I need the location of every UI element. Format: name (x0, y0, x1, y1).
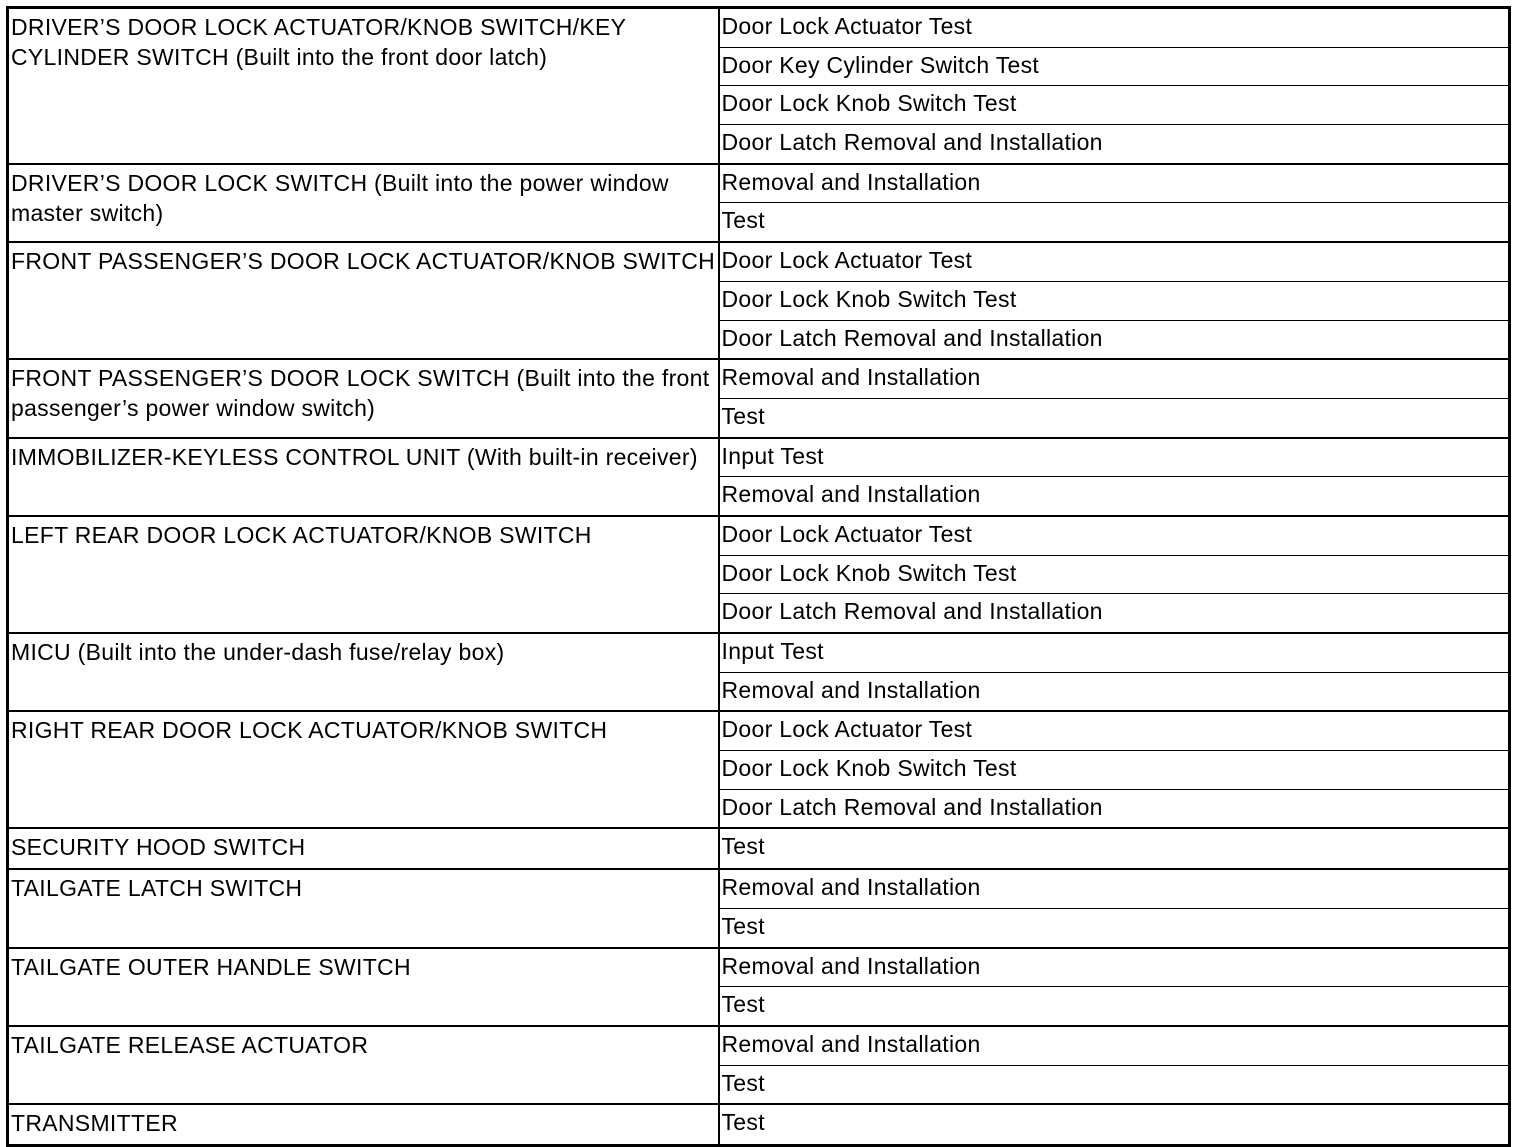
procedure-link[interactable]: Removal and Installation (719, 1026, 1510, 1065)
procedure-link[interactable]: Test (719, 908, 1510, 947)
table-row (8, 828, 1510, 869)
table-row (8, 8, 1510, 48)
table-row (8, 711, 1510, 750)
table-row (8, 633, 1510, 672)
procedure-link[interactable]: Removal and Installation (719, 477, 1510, 516)
table-body (8, 8, 1510, 1146)
component-name-cell: DRIVER’S DOOR LOCK ACTUATOR/KNOB SWITCH/KEY CYLINDER SWITCH (Built into the front door latch) (8, 8, 719, 164)
table-row (8, 516, 1510, 555)
procedure-link[interactable]: Door Lock Actuator Test (719, 711, 1510, 750)
table-row (8, 164, 1510, 203)
procedure-link[interactable]: Removal and Installation (719, 869, 1510, 908)
component-name-cell: TAILGATE LATCH SWITCH (8, 869, 719, 947)
procedure-link[interactable]: Removal and Installation (719, 164, 1510, 203)
procedure-link[interactable]: Test (719, 398, 1510, 437)
component-name-cell: MICU (Built into the under-dash fuse/relay box) (8, 633, 719, 711)
procedure-link[interactable]: Test (719, 1065, 1510, 1104)
component-name-cell: TAILGATE RELEASE ACTUATOR (8, 1026, 719, 1104)
procedure-link[interactable]: Test (719, 203, 1510, 242)
component-name-cell: TAILGATE OUTER HANDLE SWITCH (8, 948, 719, 1026)
table-row (8, 438, 1510, 477)
procedure-link[interactable]: Door Lock Knob Switch Test (719, 86, 1510, 125)
component-name-cell: LEFT REAR DOOR LOCK ACTUATOR/KNOB SWITCH (8, 516, 719, 633)
procedure-link[interactable]: Door Lock Knob Switch Test (719, 555, 1510, 594)
procedure-link[interactable]: Test (719, 987, 1510, 1026)
component-name-cell: TRANSMITTER (8, 1104, 719, 1145)
component-name-cell: IMMOBILIZER-KEYLESS CONTROL UNIT (With built-in receiver) (8, 438, 719, 516)
table-row (8, 948, 1510, 987)
procedure-link[interactable]: Door Lock Knob Switch Test (719, 281, 1510, 320)
procedure-link[interactable]: Door Lock Actuator Test (719, 516, 1510, 555)
component-name-cell: FRONT PASSENGER’S DOOR LOCK SWITCH (Built into the front passenger’s power window switch) (8, 359, 719, 437)
component-name-cell: FRONT PASSENGER’S DOOR LOCK ACTUATOR/KNOB SWITCH (8, 242, 719, 359)
procedure-link[interactable]: Removal and Installation (719, 948, 1510, 987)
procedure-link[interactable]: Door Key Cylinder Switch Test (719, 47, 1510, 86)
component-name-cell: RIGHT REAR DOOR LOCK ACTUATOR/KNOB SWITCH (8, 711, 719, 828)
table-row (8, 869, 1510, 908)
procedure-link[interactable]: Input Test (719, 633, 1510, 672)
component-name-cell: SECURITY HOOD SWITCH (8, 828, 719, 869)
table-row (8, 1026, 1510, 1065)
procedure-link[interactable]: Door Lock Knob Switch Test (719, 751, 1510, 790)
procedure-link[interactable]: Test (719, 1104, 1510, 1145)
component-name-cell: DRIVER’S DOOR LOCK SWITCH (Built into the power window master switch) (8, 164, 719, 242)
procedure-link[interactable]: Door Lock Actuator Test (719, 8, 1510, 48)
procedure-link[interactable]: Removal and Installation (719, 359, 1510, 398)
procedure-link[interactable]: Door Latch Removal and Installation (719, 320, 1510, 359)
component-procedure-table (6, 6, 1511, 1147)
procedure-link[interactable]: Removal and Installation (719, 672, 1510, 711)
table-row (8, 359, 1510, 398)
procedure-link[interactable]: Test (719, 828, 1510, 869)
table-row (8, 242, 1510, 281)
procedure-link[interactable]: Door Lock Actuator Test (719, 242, 1510, 281)
procedure-link[interactable]: Door Latch Removal and Installation (719, 594, 1510, 633)
procedure-link[interactable]: Input Test (719, 438, 1510, 477)
procedure-link[interactable]: Door Latch Removal and Installation (719, 789, 1510, 828)
table-row (8, 1104, 1510, 1145)
procedure-link[interactable]: Door Latch Removal and Installation (719, 125, 1510, 164)
